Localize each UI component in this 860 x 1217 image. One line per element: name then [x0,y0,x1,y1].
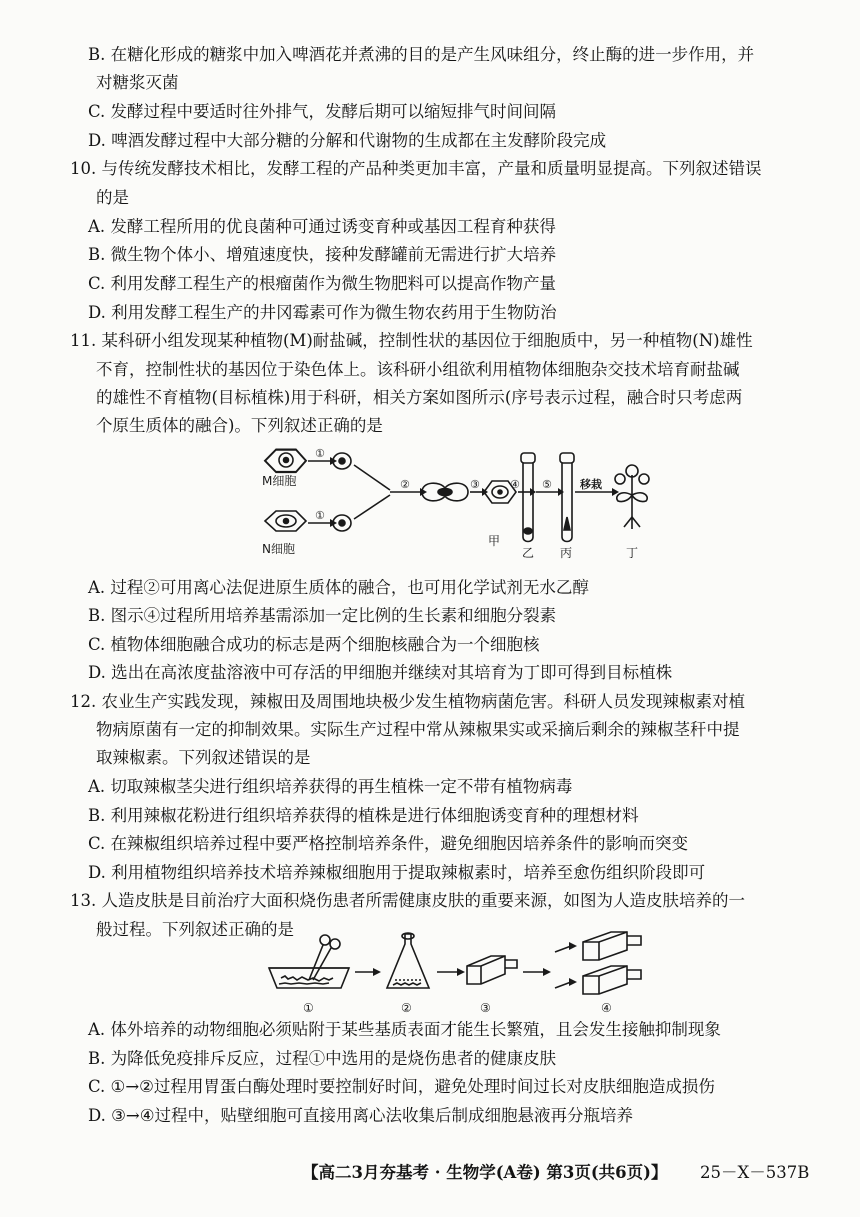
step3-label: ③ [470,478,480,491]
n-cell-label: N细胞 [262,542,295,556]
q10-stem-line1: 10. 与传统发酵技术相比，发酵工程的产品种类更加丰富，产量和质量明显提高。下列叙述错误 [70,159,762,178]
q9-option-b-line2: 对糖浆灭菌 [96,73,179,92]
q13-option-a: A. 体外培养的动物细胞必须贴附于某些基质表面才能生长繁殖，且会发生接触抑制现象 [88,1020,721,1039]
q10-option-b: B. 微生物个体小、增殖速度快，接种发酵罐前无需进行扩大培养 [88,245,557,264]
q11-option-a: A. 过程②可用离心法促进原生质体的融合，也可用化学试剂无水乙醇 [88,578,589,597]
figure-label-3: ③ [480,1001,491,1015]
q12-stem-line3: 取辣椒素。下列叙述错误的是 [96,748,311,767]
bing-label: 丙 [560,546,573,560]
figure-label-1: ① [303,1001,314,1015]
q12-stem-line1: 12. 农业生产实践发现，辣椒田及周围地块极少发生植物病菌危害。科研人员发现辣椒素对植 [70,692,745,711]
q11-stem-line3: 的雄性不育植物(目标植株)用于科研，相关方案如图所示(序号表示过程，融合时只考虑两 [96,388,743,407]
step4-label: ④ [510,478,520,491]
q10-option-c: C. 利用发酵工程生产的根瘤菌作为微生物肥料可以提高作物产量 [88,274,557,293]
culture-tube-yi-icon [521,453,535,542]
culture-flask-4a-icon [583,932,641,960]
q11-stem-line2: 不育，控制性状的基因位于染色体上。该科研小组欲利用植物体细胞杂交技术培育耐盐碱 [96,360,740,379]
figure-label-2: ② [401,1001,412,1015]
q12-option-b: B. 利用辣椒花粉进行组织培养获得的植株是进行体细胞诱变育种的理想材料 [88,806,639,825]
step1-label-bottom: ① [315,509,325,522]
culture-flask-4b-icon [583,966,641,994]
q11-stem-line1: 11. 某科研小组发现某种植物(M)耐盐碱，控制性状的基因位于细胞质中，另一种植物(N)雄性 [70,331,753,350]
scissors-icon [309,935,340,980]
q9-option-d: D. 啤酒发酵过程中大部分糖的分解和代谢物的生成都在主发酵阶段完成 [88,131,607,150]
step5-label: ⑤ [542,478,552,491]
q11-cell-fusion-diagram [260,445,660,565]
n-cell-icon [265,511,306,531]
q9-option-c: C. 发酵过程中要适时往外排气，发酵后期可以缩短排气时间间隔 [88,102,557,121]
q12-option-a: A. 切取辣椒茎尖进行组织培养获得的再生植株一定不带有植物病毒 [88,777,573,796]
footer-title: 【高二3月夯基考 · 生物学(A卷) 第3页(共6页)】 [302,1163,668,1182]
q13-artificial-skin-diagram [265,930,665,1020]
flask-icon [387,933,429,988]
culture-tube-bing-icon [560,453,574,542]
q9-option-b-line1: B. 在糖化形成的糖浆中加入啤酒花并煮沸的目的是产生风味组分，终止酶的进一步作用，并 [88,45,755,64]
figure-label-4: ④ [601,1001,612,1015]
culture-flask-3-icon [467,956,517,984]
ding-label: 丁 [626,546,639,560]
q10-stem-line2: 的是 [96,188,129,207]
footer-code: 25－X－537B [700,1163,810,1182]
m-cell-label: M细胞 [262,474,297,488]
q13-stem-line2: 般过程。下列叙述正确的是 [96,920,294,939]
q11-option-c: C. 植物体细胞融合成功的标志是两个细胞核融合为一个细胞核 [88,635,540,654]
q13-option-d: D. ③→④过程中，贴壁细胞可直接用离心法收集后制成细胞悬液再分瓶培养 [88,1106,634,1125]
q12-stem-line2: 物病原菌有一定的抑制效果。实际生产过程中常从辣椒果实或采摘后剩余的辣椒茎秆中提 [96,720,740,739]
q13-option-b: B. 为降低免疫排斥反应，过程①中选用的是烧伤患者的健康皮肤 [88,1049,557,1068]
m-cell-icon [265,450,306,472]
q11-option-d: D. 选出在高浓度盐溶液中可存活的甲细胞并继续对其培育为丁即可得到目标植株 [88,663,673,682]
regenerated-plant-ding-icon [615,465,649,529]
q11-stem-line4: 个原生质体的融合)。下列叙述正确的是 [96,416,383,435]
q12-option-d: D. 利用植物组织培养技术培养辣椒细胞用于提取辣椒素时，培养至愈伤组织阶段即可 [88,863,706,882]
step2-label: ② [400,478,410,491]
q12-option-c: C. 在辣椒组织培养过程中要严格控制培养条件，避免细胞因培养条件的影响而突变 [88,834,689,853]
fused-protoplast-icon [422,483,468,501]
q11-option-b: B. 图示④过程所用培养基需添加一定比例的生长素和细胞分裂素 [88,606,557,625]
q13-stem-line1: 13. 人造皮肤是目前治疗大面积烧伤患者所需健康皮肤的重要来源，如图为人造皮肤培养的一 [70,891,745,910]
q13-option-c: C. ①→②过程用胃蛋白酶处理时要控制好时间，避免处理时间过长对皮肤细胞造成损伤 [88,1077,715,1096]
q10-option-a: A. 发酵工程所用的优良菌种可通过诱变育种或基因工程育种获得 [88,217,556,236]
q10-option-d: D. 利用发酵工程生产的井冈霉素可作为微生物农药用于生物防治 [88,303,557,322]
yi-label: 乙 [522,546,535,560]
transplant-label: 移栽 [580,478,602,491]
jia-label: 甲 [488,534,501,548]
step1-label-top: ① [315,447,325,460]
